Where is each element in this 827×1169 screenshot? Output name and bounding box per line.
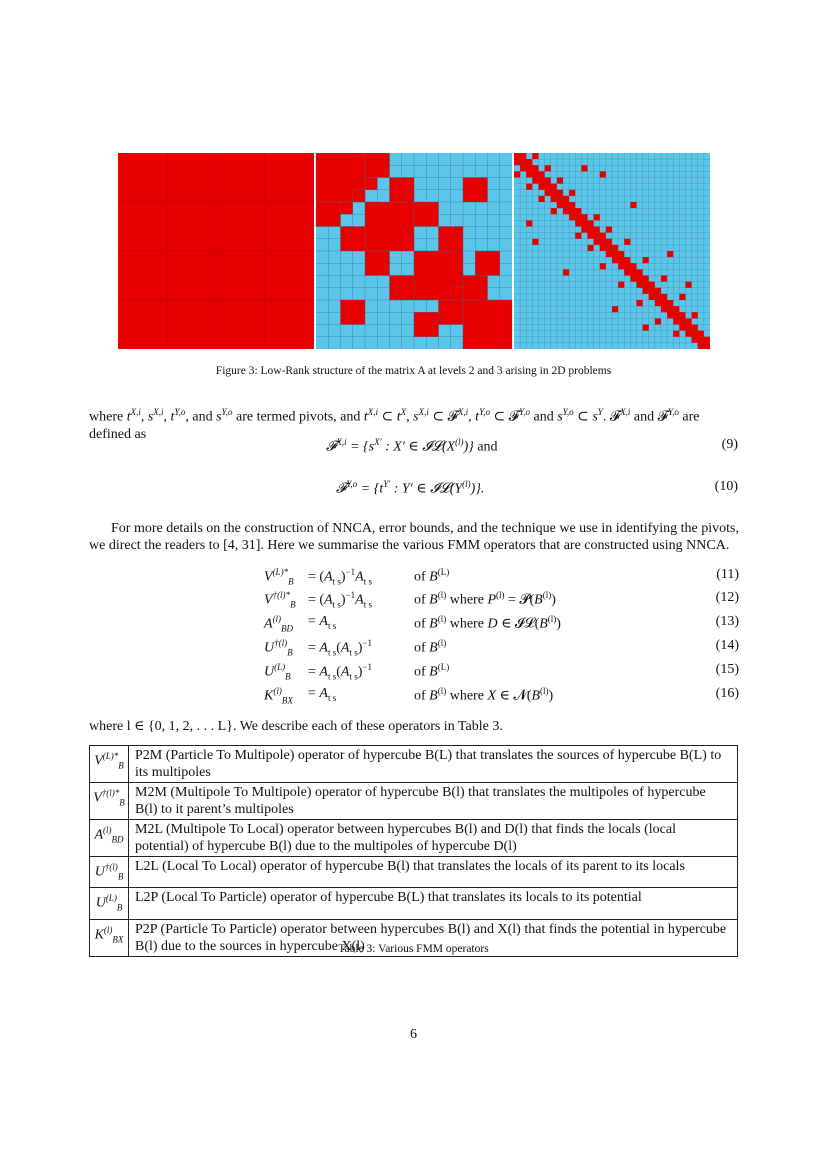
operator-eq-14: $U^{\dagger(l)}_B$ = $A_{t s}(A_{t s})^{-1}$ of $B^{(l)}$ (14)	[264, 638, 739, 658]
eq-number: (11)	[716, 567, 739, 582]
figure-caption: Figure 3: Low-Rank structure of the matrix A at levels 2 and 3 arising in 2D problems	[215, 365, 612, 377]
operator-description: M2L (Multipole To Local) operator between hypercubes B(l) and D(l) that finds the locals (local potential) of hypercube B(l) due to the multipoles of hypercube D(l)	[129, 820, 738, 857]
eq-number: (15)	[715, 662, 739, 677]
table-row	[90, 888, 738, 919]
operator-eq-13: $A^{(l)}_{BD}$ = $A_{t s}$ of $B^{(l)}$ where D ∈ $𝓘𝓛(B^{(l)})$ (13)	[264, 614, 739, 634]
operator-symbol: $U^{\dagger(l)}_B$	[90, 857, 129, 888]
operator-description: P2P (Particle To Particle) operator between hypercubes B(l) and X(l) that finds the potential in hypercube B(l) due to the sources in hypercube X(l)	[129, 919, 738, 956]
equation-10: 𝓕$^{Y,o}$ = {$t^{Y'}$ : Y′ ∈ $𝓘𝓛(Y^{(l)})$}.	[336, 479, 485, 497]
table-row	[90, 857, 738, 888]
table-row	[90, 783, 738, 820]
eq-number: (12)	[715, 590, 739, 605]
eq-number: (13)	[715, 614, 739, 629]
pivots-paragraph: where $t^{X,i}$, $s^{X,i}$, $t^{Y,o}$, and $s^{Y,o}$ are termed pivots, and $t^{X,i}$ ⊂ $t^X$, $s^{X,i}$ ⊂ 𝓕$^{X,i}$, $t^{Y,o}$ ⊂ 𝓕$^{Y,o}$ and $s^{Y,o}$ ⊂ $s^Y$. 𝓕$^{X,i}$ and 𝓕$^{Y,o}$ are defined as	[89, 407, 700, 442]
figure-low-rank-structure	[118, 153, 710, 349]
equation-9-number: (9)	[721, 437, 738, 452]
operator-description: M2M (Multipole To Multipole) operator of hypercube B(l) that translates the multipoles of hypercube B(l) to it parent’s multipoles	[129, 783, 738, 820]
operator-symbol: $U^{(L)}_B$	[90, 888, 129, 919]
operator-description: P2M (Particle To Multipole) operator of hypercube B(L) that translates the sources of hypercube B(L) to its multipoles	[129, 746, 738, 783]
eq-number: (16)	[715, 686, 739, 701]
fmm-operators-table	[89, 745, 738, 957]
page-number: 6	[410, 1027, 417, 1042]
equation-9: 𝓕$^{X,i}$ = {$s^{X'}$ : X′ ∈ $𝓘𝓛(X^{(l)})$} and	[326, 437, 498, 455]
operator-eq-12: $V^{\dagger(l)*}_B$ = $(A_{t s})^{-1}A_{t s}$ of $B^{(l)}$ where $P^{(l)}$ = $𝓟(B^{(l)})$ (12)	[264, 590, 739, 610]
table-row	[90, 746, 738, 783]
where-l-line: where l ∈ {0, 1, 2, . . . L}. We describe each of these operators in Table 3.	[89, 719, 503, 734]
table-caption: Table 3: Various FMM operators	[338, 943, 489, 955]
operator-eq-16: $K^{(l)}_{BX}$ = $A_{t s}$ of $B^{(l)}$ where X ∈ $𝓝(B^{(l)})$ (16)	[264, 686, 739, 706]
operator-description: L2L (Local To Local) operator of hypercube B(l) that translates the locals of its parent to its locals	[129, 857, 738, 888]
operator-symbol: $V^{\dagger(l)*}_B$	[90, 783, 129, 820]
operator-eq-15: $U^{(L)}_B$ = $A_{t s}(A_{t s})^{-1}$ of $B^{(L)}$ (15)	[264, 662, 739, 682]
operator-symbol: $K^{(l)}_{BX}$	[90, 919, 129, 956]
nnca-paragraph: For more details on the construction of NNCA, error bounds, and the technique we use in identifying the pivots, we direct the readers to [4, 31]. Here we summarise the various FMM operators that are constructed using NNCA.	[89, 521, 739, 553]
operator-symbol: $V^{(L)*}_B$	[90, 746, 129, 783]
eq-number: (14)	[715, 638, 739, 653]
operator-symbol: $A^{(l)}_{BD}$	[90, 820, 129, 857]
equation-10-number: (10)	[714, 479, 738, 494]
operator-description: L2P (Local To Particle) operator of hypercube B(L) that translates its locals to its potential	[129, 888, 738, 919]
table-row	[90, 820, 738, 857]
operator-eq-11: $V^{(L)*}_B$ = $(A_{t s})^{-1}A_{t s}$ of $B^{(L)}$ (11)	[264, 567, 739, 587]
defined-as: defined as	[89, 426, 147, 442]
